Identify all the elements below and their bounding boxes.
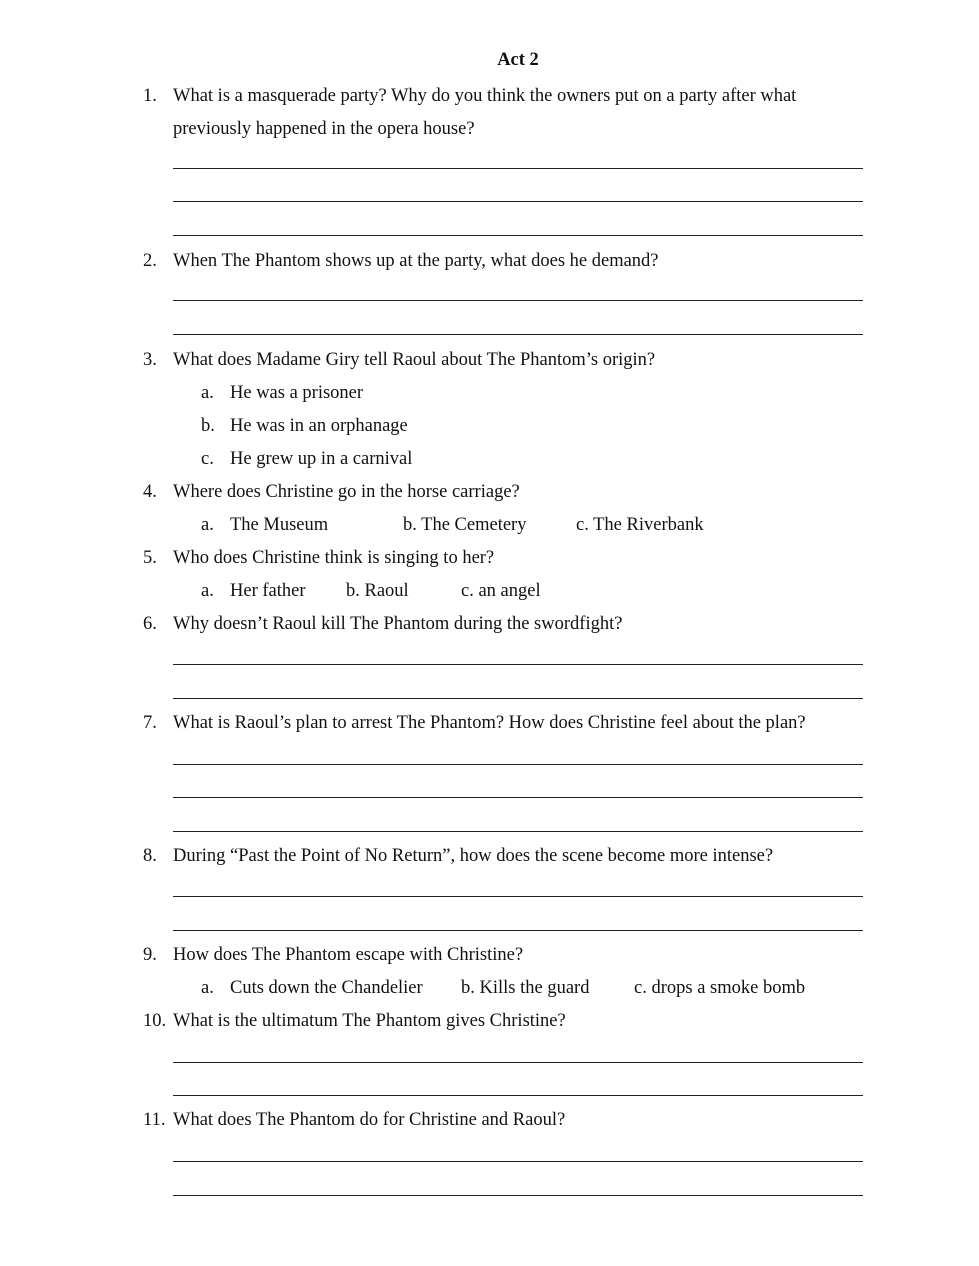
answer-line[interactable]: [173, 334, 863, 335]
answer-line[interactable]: [173, 201, 863, 202]
option-letter: a.: [201, 383, 214, 403]
question-number: 3.: [143, 350, 157, 370]
option-letter: a.: [201, 581, 214, 601]
question-text: Why doesn’t Raoul kill The Phantom during the swordfight?: [173, 614, 623, 634]
option-text: He was a prisoner: [230, 383, 364, 403]
question-number: 4.: [143, 482, 157, 502]
question-text: Who does Christine think is singing to her?: [173, 548, 495, 568]
question-number: 9.: [143, 945, 157, 965]
answer-line[interactable]: [173, 1195, 863, 1196]
question-text: What is the ultimatum The Phantom gives Christine?: [173, 1011, 566, 1031]
page-title: Act 2: [497, 50, 539, 70]
question-number: 8.: [143, 846, 157, 866]
question-text: What is a masquerade party? Why do you think the owners put on a party after what: [173, 86, 797, 106]
answer-line[interactable]: [173, 797, 863, 798]
option-a[interactable]: The Museum: [230, 515, 329, 535]
option-text: He was in an orphanage: [230, 416, 408, 436]
question-text: What is Raoul’s plan to arrest The Phantom? How does Christine feel about the plan?: [173, 713, 806, 733]
question-number: 10.: [143, 1011, 167, 1031]
question-text: What does The Phantom do for Christine and Raoul?: [173, 1110, 566, 1130]
option-letter: c.: [201, 449, 214, 469]
answer-line[interactable]: [173, 896, 863, 897]
answer-line[interactable]: [173, 235, 863, 236]
question-text: How does The Phantom escape with Christine?: [173, 945, 524, 965]
answer-line[interactable]: [173, 831, 863, 832]
answer-line[interactable]: [173, 698, 863, 699]
answer-line[interactable]: [173, 1095, 863, 1096]
option-a[interactable]: Her father: [230, 581, 306, 601]
option-a[interactable]: Cuts down the Chandelier: [230, 978, 423, 998]
answer-line[interactable]: [173, 664, 863, 665]
option-b[interactable]: b. Raoul: [346, 581, 409, 601]
option-b[interactable]: b. The Cemetery: [403, 515, 527, 535]
option-c[interactable]: c. The Riverbank: [576, 515, 704, 535]
question-text: What does Madame Giry tell Raoul about The Phantom’s origin?: [173, 350, 656, 370]
question-number: 7.: [143, 713, 157, 733]
question-number: 2.: [143, 251, 157, 271]
question-text: previously happened in the opera house?: [173, 119, 475, 139]
answer-line[interactable]: [173, 168, 863, 169]
question-text: When The Phantom shows up at the party, what does he demand?: [173, 251, 659, 271]
question-number: 6.: [143, 614, 157, 634]
answer-line[interactable]: [173, 1062, 863, 1063]
answer-line[interactable]: [173, 764, 863, 765]
option-b[interactable]: b. Kills the guard: [461, 978, 590, 998]
option-letter: a.: [201, 978, 214, 998]
answer-line[interactable]: [173, 930, 863, 931]
option-letter: a.: [201, 515, 214, 535]
option-letter: b.: [201, 416, 215, 436]
question-text: Where does Christine go in the horse carriage?: [173, 482, 520, 502]
option-text: He grew up in a carnival: [230, 449, 413, 469]
question-number: 5.: [143, 548, 157, 568]
question-text: During “Past the Point of No Return”, how does the scene become more intense?: [173, 846, 774, 866]
answer-line[interactable]: [173, 1161, 863, 1162]
option-c[interactable]: c. an angel: [461, 581, 541, 601]
option-c[interactable]: c. drops a smoke bomb: [634, 978, 806, 998]
question-number: 11.: [143, 1110, 166, 1130]
question-number: 1.: [143, 86, 157, 106]
answer-line[interactable]: [173, 300, 863, 301]
